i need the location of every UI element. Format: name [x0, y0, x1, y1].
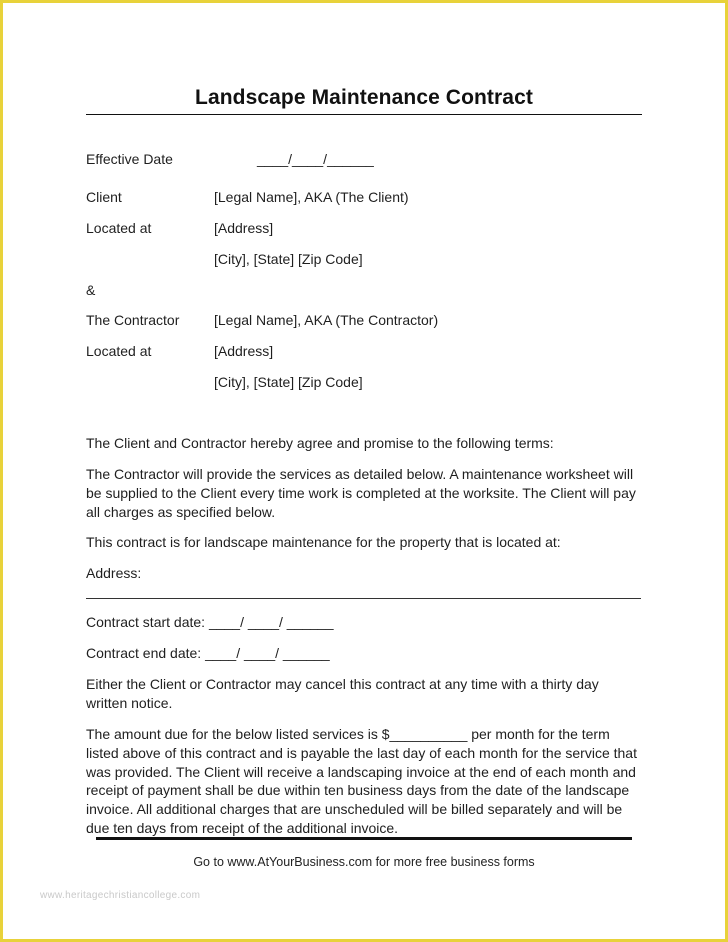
contractor-located-label: Located at — [86, 343, 152, 359]
document-title: Landscape Maintenance Contract — [195, 86, 533, 109]
watermark: www.heritagechristiancollege.com — [40, 890, 201, 901]
contractor-label: The Contractor — [86, 312, 180, 328]
address-line — [86, 598, 641, 599]
client-city-state-zip: [City], [State] [Zip Code] — [214, 251, 363, 267]
client-address: [Address] — [214, 220, 274, 236]
footer-rule — [96, 837, 632, 840]
client-label: Client — [86, 189, 122, 205]
contractor-city-state-zip: [City], [State] [Zip Code] — [214, 374, 363, 390]
terms-intro: The Client and Contractor hereby agree and promise to the following terms: — [86, 435, 554, 451]
footer-text: Go to www.AtYourBusiness.com for more free business forms — [193, 855, 535, 869]
ampersand: & — [86, 282, 96, 298]
payment-clause: The amount due for the below listed services is $__________ per month for the term listed above of this contract and is payable the last day of each month for the service that was provided. The Client will receive a landscaping invoice at the end of each month and receipt of payment shall be due within ten business days from the date of the landscape invoice. All additional charges that are unscheduled will be billed separately and will be due ten days from receipt of the additional invoice. — [86, 726, 637, 836]
client-name: [Legal Name], AKA (The Client) — [214, 189, 409, 205]
effective-date-label: Effective Date — [86, 151, 173, 167]
effective-date-blank: ____/____/______ — [257, 151, 374, 167]
contract-start-date: Contract start date: ____/ ____/ ______ — [86, 614, 334, 630]
terms-property: This contract is for landscape maintenance for the property that is located at: — [86, 534, 561, 550]
terms-services: The Contractor will provide the services as detailed below. A maintenance worksheet will be supplied to the Client every time work is completed at the worksite. The Client will pay all charges as specified below. — [86, 466, 636, 520]
contractor-address: [Address] — [214, 343, 274, 359]
title-underline — [86, 114, 642, 115]
contract-end-date: Contract end date: ____/ ____/ ______ — [86, 645, 330, 661]
cancellation-clause: Either the Client or Contractor may cancel this contract at any time with a thirty day written notice. — [86, 676, 599, 711]
contractor-name: [Legal Name], AKA (The Contractor) — [214, 312, 439, 328]
client-located-label: Located at — [86, 220, 152, 236]
address-label: Address: — [86, 565, 142, 581]
